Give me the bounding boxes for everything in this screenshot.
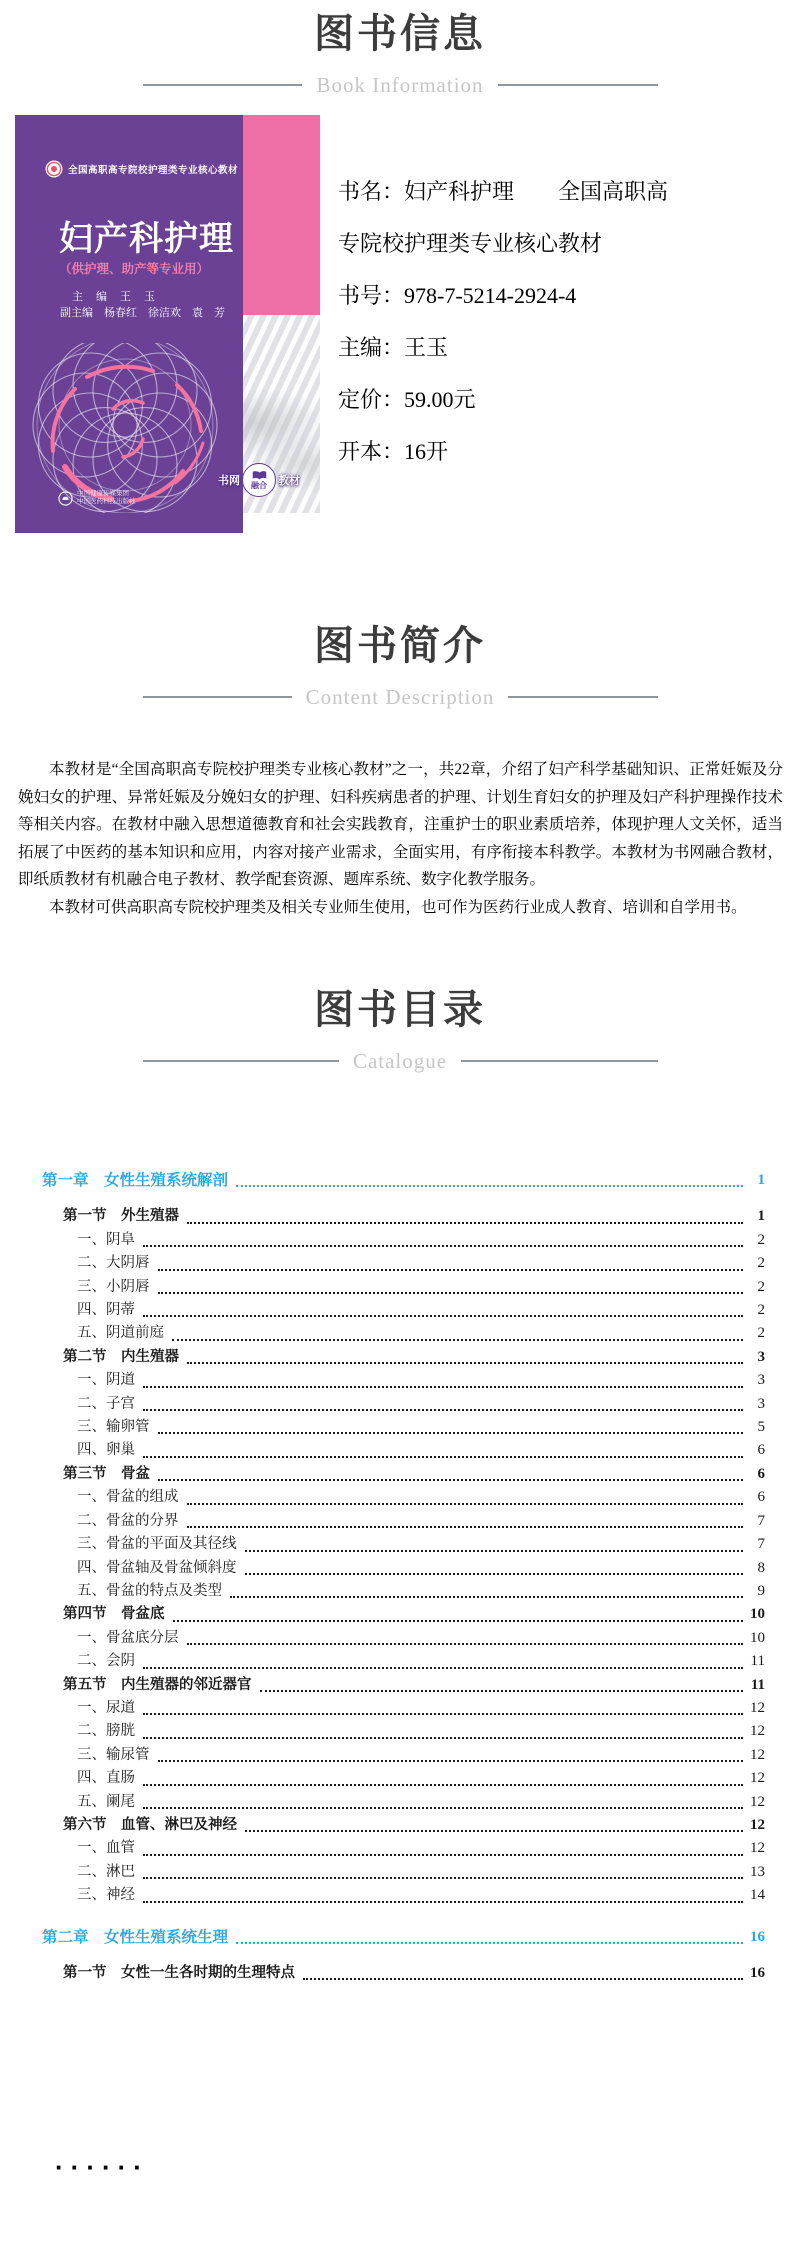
toc-page-number: 12 bbox=[750, 1770, 765, 1787]
toc-page-number: 6 bbox=[757, 1489, 765, 1506]
toc-entry bbox=[42, 1962, 765, 1985]
toc-entry bbox=[42, 1463, 765, 1486]
toc-dot-leader bbox=[143, 1877, 743, 1879]
toc-entry-label: 四、卵巢 bbox=[77, 1442, 135, 1459]
toc-entry-label: 三、神经 bbox=[77, 1887, 135, 1904]
toc-page-number: 2 bbox=[757, 1255, 765, 1272]
section-title-cn: 图书简介 bbox=[314, 624, 486, 668]
toc-entry-label: 四、阴蒂 bbox=[77, 1302, 135, 1319]
header-rule-left bbox=[143, 696, 292, 698]
toc-dot-leader bbox=[143, 1386, 743, 1388]
book-description bbox=[18, 756, 783, 921]
toc-page-number: 6 bbox=[757, 1442, 765, 1459]
toc-entry bbox=[42, 1229, 765, 1252]
toc-page-number: 1 bbox=[757, 1208, 765, 1225]
toc-entry-label: 一、骨盆底分层 bbox=[77, 1629, 179, 1646]
toc-page-number: 1 bbox=[757, 1172, 765, 1188]
toc-dot-leader bbox=[187, 1222, 743, 1224]
toc-page-number: 11 bbox=[750, 1653, 765, 1670]
toc-dot-leader bbox=[143, 1854, 743, 1856]
toc-entry-label: 第六节 血管、淋巴及神经 bbox=[63, 1816, 237, 1833]
toc-page-number: 2 bbox=[757, 1278, 765, 1295]
toc-entry-label: 第三节 骨盆 bbox=[63, 1465, 150, 1482]
toc-entry bbox=[42, 1299, 765, 1322]
book-detail-line: 书号：978-7-5214-2924-4 bbox=[338, 283, 577, 308]
fusion-badge bbox=[218, 463, 300, 497]
toc-entry-label: 三、骨盆的平面及其径线 bbox=[77, 1536, 237, 1553]
toc-dot-leader bbox=[245, 1550, 744, 1552]
toc-entry-label: 一、血管 bbox=[77, 1840, 135, 1857]
series-emblem-icon bbox=[45, 160, 63, 178]
toc-entry bbox=[42, 1926, 765, 1949]
toc-page-number: 14 bbox=[750, 1887, 765, 1904]
toc-entry-label: 第二节 内生殖器 bbox=[63, 1348, 179, 1365]
publisher-group-name: 中国健康传媒集团 bbox=[77, 490, 129, 497]
toc-dot-leader bbox=[143, 1315, 743, 1317]
book-detail-line: 开本：16开 bbox=[338, 439, 449, 464]
table-of-contents bbox=[42, 1151, 765, 1985]
publisher-press-name: 中国医药科技出版社 bbox=[77, 498, 136, 505]
toc-entry bbox=[42, 1393, 765, 1416]
section-title-cn: 图书信息 bbox=[314, 12, 486, 56]
toc-dot-leader bbox=[158, 1432, 744, 1434]
toc-dot-leader bbox=[245, 1573, 744, 1575]
toc-entry bbox=[42, 1837, 765, 1860]
toc-entry-label: 五、阑尾 bbox=[77, 1793, 135, 1810]
toc-page-number: 7 bbox=[757, 1536, 765, 1553]
toc-dot-leader bbox=[173, 1620, 744, 1622]
toc-dot-leader bbox=[260, 1690, 744, 1692]
toc-page-number: 6 bbox=[757, 1465, 765, 1482]
toc-entry-label: 二、骨盆的分界 bbox=[77, 1512, 179, 1529]
toc-dot-leader bbox=[143, 1901, 743, 1903]
toc-page-number: 9 bbox=[757, 1582, 765, 1599]
toc-entry-label: 三、输尿管 bbox=[77, 1746, 150, 1763]
header-rule-left bbox=[143, 84, 303, 86]
toc-entry-label: 一、尿道 bbox=[77, 1699, 135, 1716]
description-paragraph: 本教材可供高职高专院校护理类及相关专业师生使用，也可作为医药行业成人教育、培训和自学用书。 bbox=[49, 898, 747, 916]
toc-entry-label: 五、骨盆的特点及类型 bbox=[77, 1582, 222, 1599]
toc-dot-leader bbox=[187, 1643, 744, 1645]
book-details bbox=[338, 166, 788, 478]
toc-page-number: 3 bbox=[757, 1395, 765, 1412]
toc-entry bbox=[42, 1697, 765, 1720]
toc-dot-leader bbox=[143, 1737, 743, 1739]
toc-entry-label: 二、淋巴 bbox=[77, 1863, 135, 1880]
toc-dot-leader bbox=[143, 1667, 743, 1669]
book-detail-line: 定价：59.00元 bbox=[338, 387, 476, 412]
toc-page-number: 2 bbox=[757, 1231, 765, 1248]
series-badge bbox=[45, 160, 239, 178]
toc-page-number: 16 bbox=[750, 1928, 765, 1945]
toc-dot-leader bbox=[230, 1596, 743, 1598]
toc-entry bbox=[42, 1510, 765, 1533]
section-subtitle-row bbox=[143, 1047, 658, 1075]
toc-entry bbox=[42, 1720, 765, 1743]
toc-entry bbox=[42, 1486, 765, 1509]
toc-dot-leader bbox=[143, 1807, 743, 1809]
cover-pink-panel bbox=[243, 115, 320, 315]
section-subtitle-row bbox=[143, 71, 658, 99]
toc-dot-leader bbox=[236, 1185, 743, 1187]
toc-dot-leader bbox=[158, 1292, 744, 1294]
toc-page-number: 2 bbox=[757, 1325, 765, 1342]
toc-dot-leader bbox=[303, 1978, 743, 1980]
toc-entry-label: 第四节 骨盆底 bbox=[63, 1606, 165, 1623]
book-cover-photo bbox=[15, 115, 320, 533]
book-detail-line: 专院校护理类专业核心教材 bbox=[338, 231, 603, 256]
publisher-logo-icon bbox=[58, 491, 73, 506]
section-title-en: Catalogue bbox=[352, 1049, 448, 1073]
fusion-badge-left: 书网 bbox=[218, 475, 240, 487]
toc-page-number: 11 bbox=[750, 1676, 765, 1693]
toc-page-number: 3 bbox=[757, 1348, 765, 1365]
toc-entry bbox=[42, 1744, 765, 1767]
toc-page-number: 3 bbox=[757, 1372, 765, 1389]
toc-entry-label: 一、阴道 bbox=[77, 1372, 135, 1389]
toc-entry-label: 一、骨盆的组成 bbox=[77, 1489, 179, 1506]
toc-entry-label: 三、输卵管 bbox=[77, 1419, 150, 1436]
toc-entry-label: 二、会阴 bbox=[77, 1653, 135, 1670]
toc-entry bbox=[42, 1169, 765, 1192]
cover-book-title: 妇产科护理 bbox=[59, 221, 234, 258]
toc-entry-label: 三、小阴唇 bbox=[77, 1278, 150, 1295]
fusion-badge-center: 融合 bbox=[251, 481, 267, 490]
toc-entry-label: 第五节 内生殖器的邻近器官 bbox=[63, 1676, 252, 1693]
toc-entry bbox=[42, 1322, 765, 1345]
toc-dot-leader bbox=[236, 1942, 743, 1944]
toc-page-number: 10 bbox=[750, 1629, 765, 1646]
toc-entry bbox=[42, 1416, 765, 1439]
toc-page-number: 12 bbox=[750, 1723, 765, 1740]
toc-entry bbox=[42, 1814, 765, 1837]
toc-page-number: 12 bbox=[750, 1816, 765, 1833]
toc-entry bbox=[42, 1884, 765, 1907]
toc-entry-label: 二、膀胱 bbox=[77, 1723, 135, 1740]
toc-dot-leader bbox=[143, 1784, 743, 1786]
toc-dot-leader bbox=[187, 1526, 744, 1528]
toc-entry bbox=[42, 1369, 765, 1392]
toc-entry-label: 第一节 女性一生各时期的生理特点 bbox=[63, 1965, 295, 1981]
toc-entry-label: 一、阴阜 bbox=[77, 1231, 135, 1248]
section-header-catalog bbox=[0, 986, 800, 1073]
toc-dot-leader bbox=[143, 1456, 743, 1458]
toc-entry-label: 第一节 外生殖器 bbox=[63, 1208, 179, 1225]
description-paragraph: 本教材是“全国高职高专院校护理类专业核心教材”之一，共22章，介绍了妇产科学基础知识、正常妊娠及分娩妇女的护理、异常妊娠及分娩妇女的护理、妇科疾病患者的护理、计划生育妇女的护理及妇产科护理操作技术等相关内容。在教材中融入思想道德教育和社会实践教育，注重护士的职业素质培养，体现护理人文关怀，适当拓展了中医药的基本知识和应用，内容对接产业需求，全面实用，有序衔接本科教学。本教材为书网融合教材，即纸质教材有机融合电子教材、教学配套资源、题库系统、数字化教学服务。 bbox=[18, 761, 783, 888]
toc-page-number: 12 bbox=[750, 1793, 765, 1810]
book-cover bbox=[15, 115, 243, 533]
header-rule-right bbox=[508, 696, 657, 698]
toc-entry bbox=[42, 1557, 765, 1580]
toc-entry bbox=[42, 1861, 765, 1884]
toc-dot-leader bbox=[143, 1409, 743, 1411]
header-rule-right bbox=[498, 84, 658, 86]
toc-page-number: 13 bbox=[750, 1863, 765, 1880]
toc-dot-leader bbox=[172, 1339, 743, 1341]
header-rule-left bbox=[143, 1060, 339, 1062]
more-content-indicator: ······ bbox=[55, 2152, 149, 2182]
toc-dot-leader bbox=[187, 1362, 743, 1364]
toc-entry bbox=[42, 1580, 765, 1603]
section-title-en: Book Information bbox=[316, 73, 484, 97]
section-header-intro bbox=[0, 622, 800, 709]
fusion-badge-circle bbox=[242, 463, 276, 497]
toc-dot-leader bbox=[143, 1245, 743, 1247]
toc-page-number: 2 bbox=[757, 1302, 765, 1319]
toc-entry bbox=[42, 1674, 765, 1697]
section-title-en: Content Description bbox=[305, 685, 495, 709]
toc-entry bbox=[42, 1439, 765, 1462]
header-rule-right bbox=[461, 1060, 657, 1062]
toc-entry bbox=[42, 1533, 765, 1556]
toc-entry bbox=[42, 1767, 765, 1790]
toc-dot-leader bbox=[158, 1760, 744, 1762]
toc-entry-label: 第二章 女性生殖系统生理 bbox=[42, 1928, 229, 1946]
toc-page-number: 12 bbox=[750, 1746, 765, 1763]
toc-page-number: 10 bbox=[750, 1606, 765, 1623]
section-subtitle-row bbox=[143, 683, 658, 711]
book-detail-line: 书名：妇产科护理 全国高职高 bbox=[338, 179, 669, 204]
open-book-icon bbox=[252, 470, 267, 481]
toc-entry-label: 二、子宫 bbox=[77, 1395, 135, 1412]
toc-page-number: 12 bbox=[750, 1699, 765, 1716]
toc-page-number: 12 bbox=[750, 1840, 765, 1857]
toc-entry bbox=[42, 1627, 765, 1650]
toc-entry bbox=[42, 1603, 765, 1626]
toc-entry bbox=[42, 1346, 765, 1369]
toc-entry-label: 二、大阴唇 bbox=[77, 1255, 150, 1272]
toc-page-number: 7 bbox=[757, 1512, 765, 1529]
toc-entry bbox=[42, 1650, 765, 1673]
toc-page-number: 8 bbox=[757, 1559, 765, 1576]
cover-audience-note: （供护理、助产等专业用） bbox=[59, 262, 210, 276]
toc-entry bbox=[42, 1205, 765, 1228]
spirograph-pattern bbox=[25, 343, 225, 513]
section-title-cn: 图书目录 bbox=[314, 988, 486, 1032]
toc-entry-label: 四、骨盆轴及骨盆倾斜度 bbox=[77, 1559, 237, 1576]
cover-chief-editor: 主 编 王 玉 bbox=[72, 291, 156, 303]
toc-page-number: 16 bbox=[750, 1965, 765, 1981]
toc-dot-leader bbox=[143, 1713, 743, 1715]
toc-entry-label: 四、直肠 bbox=[77, 1770, 135, 1787]
toc-entry-label: 五、阴道前庭 bbox=[77, 1325, 164, 1342]
fusion-badge-right: 教材 bbox=[278, 475, 300, 487]
toc-entry-label: 第一章 女性生殖系统解剖 bbox=[42, 1172, 229, 1189]
section-header-info bbox=[0, 10, 800, 97]
toc-dot-leader bbox=[187, 1503, 744, 1505]
toc-dot-leader bbox=[245, 1830, 743, 1832]
publisher-imprint bbox=[58, 490, 136, 506]
series-badge-label: 全国高职高专院校护理类专业核心教材 bbox=[68, 165, 239, 176]
toc-entry bbox=[42, 1252, 765, 1275]
toc-dot-leader bbox=[158, 1479, 743, 1481]
book-detail-line: 主编：王玉 bbox=[338, 335, 449, 360]
toc-entry bbox=[42, 1791, 765, 1814]
cover-associate-editors: 副主编 杨春红 徐洁欢 袁 芳 bbox=[60, 307, 225, 319]
toc-dot-leader bbox=[158, 1269, 744, 1271]
toc-entry bbox=[42, 1276, 765, 1299]
toc-page-number: 5 bbox=[757, 1419, 765, 1436]
